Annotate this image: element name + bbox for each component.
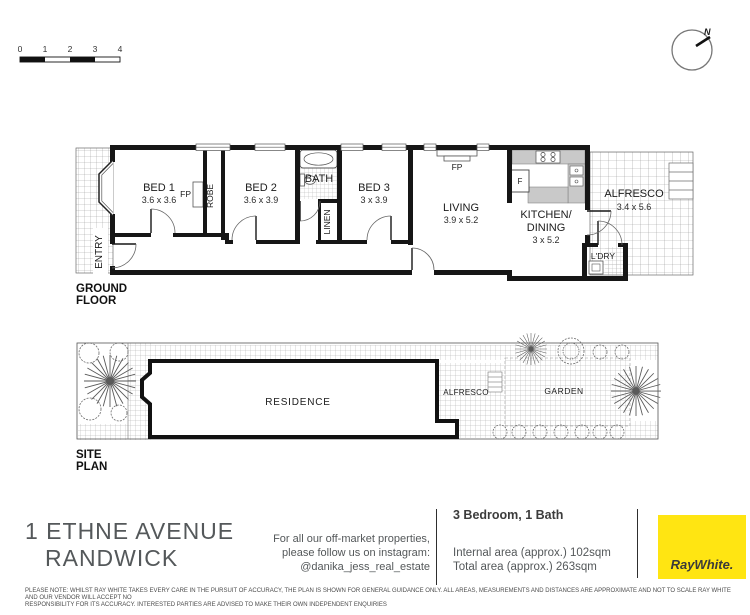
disclaimer-line1: PLEASE NOTE: WHILST RAY WHITE TAKES EVERY CARE IN THE PURSUIT OF ACCURACY, THE PLAN IS SHOWN FOR GENERAL GUIDANCE ONLY. ALL AREAS, MEASUREMENTS AND DISTANCES ARE APPROXIMATE AND NOT TO SCALE RAY WHITE AND OUR VENDOR WILL ACCEPT NO [25,588,731,601]
residence-label: RESIDENCE [265,397,331,408]
alfresco-steps [669,163,693,199]
bed1-label: BED 1 [143,182,175,194]
ground-floor-title-line1: GROUND [76,283,128,295]
robe-label: ROBE [205,183,215,209]
instagram-line2: please follow us on instagram: [282,547,430,559]
scale-tick: 0 [17,44,23,54]
bathtub-icon [300,150,337,168]
ground-floor-title-line2: FLOOR [76,295,117,307]
internal-area: Internal area (approx.) 102sqm [453,547,611,559]
address-line1: 1 ETHNE AVENUE [25,518,235,544]
instagram-note [230,532,430,574]
bath-label: BATH [304,173,334,185]
kitchen-dims: 3 x 5.2 [532,235,560,245]
site-garden-label: GARDEN [544,386,584,396]
footer-divider-right [637,509,638,578]
property-address [25,518,234,572]
compass-north-label: N [704,27,711,37]
site-plan-title-line2: PLAN [76,461,108,473]
bed-bath-summary: 3 Bedroom, 1 Bath [453,508,564,522]
scale-tick: 3 [92,44,98,54]
instagram-handle[interactable]: @danika_jess_real_estate [300,561,430,573]
bed1-dims: 3.6 x 3.6 [141,195,177,205]
entry-label: ENTRY [94,235,105,269]
scale-tick: 2 [67,44,73,54]
fireplace-living-label: FP [451,162,463,172]
bed3-label: BED 3 [358,182,390,194]
address-line2: RANDWICK [45,545,179,571]
site-alfresco-label: ALFRESCO [443,388,489,397]
living-label: LIVING [442,202,480,214]
ground-floor-plan [76,144,693,307]
scale-tick: 4 [117,44,123,54]
raywhite-logo [658,515,746,579]
site-path-bottom-left [78,424,128,440]
fridge-icon [511,170,529,192]
bed2-dims: 3.6 x 3.9 [243,195,279,205]
compass-icon [672,27,712,70]
disclaimer-text [25,588,737,609]
living-dims: 3.9 x 5.2 [443,215,479,225]
disclaimer-line2: RESPONSIBILITY FOR ITS ACCURACY. INTERESTED PARTIES ARE ADVISED TO MAKE THEIR OWN INDEPENDENT ENQUIRIES [25,602,387,608]
property-details [453,508,611,574]
site-plan [76,333,661,473]
kitchen-label-line2: DINING [526,222,566,234]
fireplace-bed1 [193,182,203,207]
site-plan-title-line1: SITE [76,449,102,461]
fireplace-bed1-label: FP [180,189,191,199]
scale-tick: 1 [42,44,48,54]
garden-steps [488,372,502,392]
raywhite-wordmark: RayWhite. [670,557,734,572]
instagram-line1: For all our off-market properties, [273,533,430,545]
kitchen-label-line1: KITCHEN/ [520,209,572,221]
laundry-sink-icon [589,261,603,274]
linen-label: LINEN [322,209,332,235]
stove-icon [536,151,560,163]
alfresco-dims: 3.4 x 5.6 [616,202,652,212]
alfresco-label: ALFRESCO [604,188,664,200]
fridge-label: F [517,177,523,186]
laundry-label: L'DRY [590,251,616,261]
fireplace-living [437,150,477,161]
bed2-label: BED 2 [245,182,277,194]
total-area: Total area (approx.) 263sqm [453,561,597,573]
scale-bar [18,44,123,62]
site-path-bottom-right [457,421,658,438]
bed3-dims: 3 x 3.9 [360,195,388,205]
footer-divider-left [436,509,437,585]
